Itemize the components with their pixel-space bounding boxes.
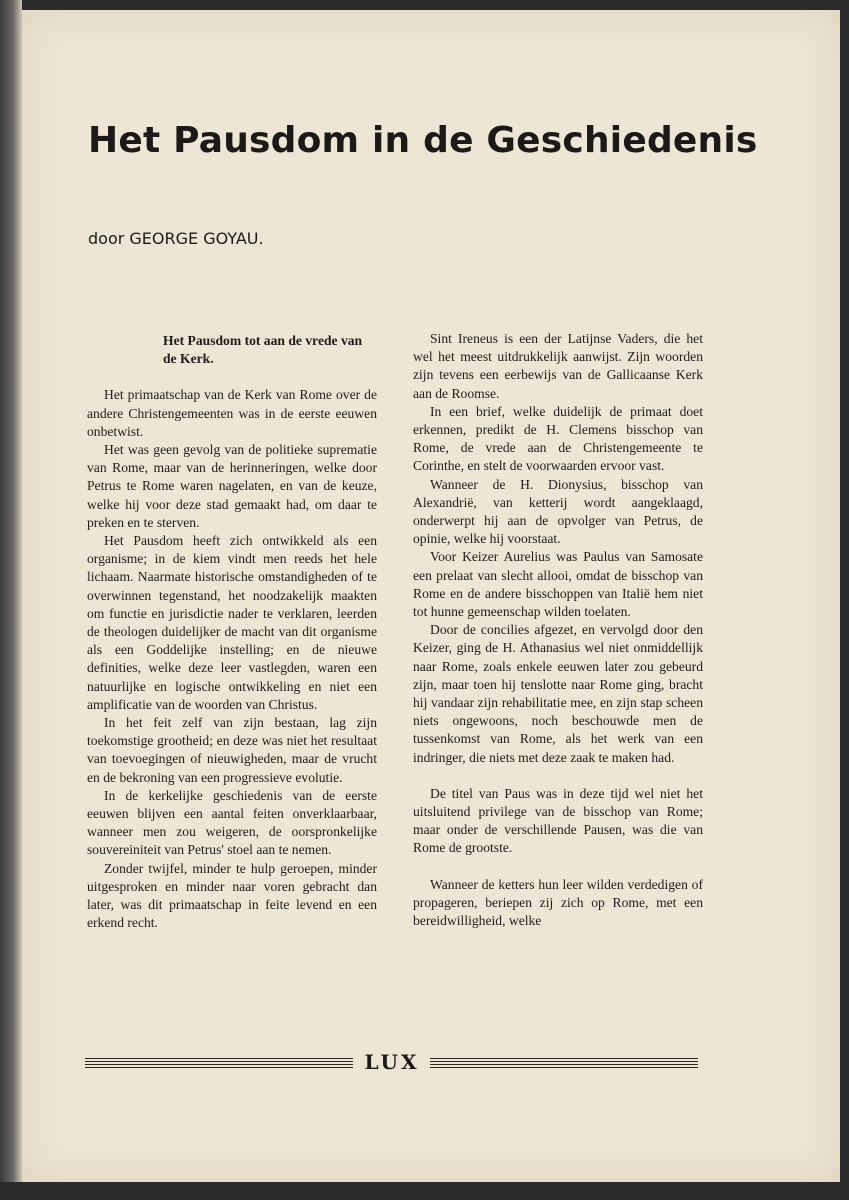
section-heading: Het Pausdom tot aan de vrede van de Kerk. xyxy=(163,333,363,367)
footer-ornament xyxy=(85,1050,698,1074)
paragraph: Het Pausdom heeft zich ontwikkeld als een organisme; in de kiem vindt men reeds het hele lichaam. Naarmate historische omstandigheden of te overwinnen tegenstand, het noodzakelijk maakten om functie en jurisdictie nader te verklaren, leerden de theologen duidelijker de macht van dit organisme als een Goddelijke instelling; en de nieuwe definities, welke deze leer vastlegden, waren een natuurlijke en logische ontwikkeling en niet een amplificatie van de woorden van Christus. xyxy=(87,533,377,712)
footer-logo: LUX xyxy=(364,1050,420,1074)
paragraph: Sint Ireneus is een der Latijnse Vaders, die het wel het meest uitdrukkelijk aanwijst. Zijn woorden zijn tevens een eerbewijs van de Gallicaanse Kerk aan de Roomse. xyxy=(413,331,703,401)
paragraph: De titel van Paus was in deze tijd wel niet het uitsluitend privilege van de bisschop van Rome; maar onder de verschillende Pausen, was die van Rome de grootste. xyxy=(413,785,703,856)
book-spine xyxy=(0,0,22,1200)
paragraph: Zonder twijfel, minder te hulp geroepen, minder uitgesproken en minder naar voren gebracht dan later, was dit primaatschap in feite levend en een erkend recht. xyxy=(87,860,377,931)
left-column xyxy=(87,330,377,933)
author-line: door GEORGE GOYAU. xyxy=(88,229,264,248)
paragraph: Wanneer de ketters hun leer wilden verdedigen of propageren, beriepen zij zich op Rome, met een bereidwilligheid, welke xyxy=(413,876,703,929)
right-column xyxy=(413,330,703,930)
paragraph: In het feit zelf van zijn bestaan, lag zijn toekomstige grootheid; en deze was niet het resultaat van toevoegingen of nieuwigheden, maar de vrucht en de bekroning van een progressieve evolutie. xyxy=(87,715,377,785)
paragraph: In een brief, welke duidelijk de primaat doet erkennen, predikt de H. Clemens bisschop van Rome, de vrede aan de Christengemeente te Corinthe, en stelt de voorwaarden ervoor vast. xyxy=(413,403,703,474)
page-title: Het Pausdom in de Geschiedenis xyxy=(88,120,758,161)
paragraph: In de kerkelijke geschiedenis van de eerste eeuwen blijven een aantal feiten onverklaarbaar, wanneer men zou weigeren, de oorspronkelijke souvereiniteit van Petrus' stoel aan te nemen. xyxy=(87,787,377,858)
paragraph: Het primaatschap van de Kerk van Rome over de andere Christengemeenten was in de eerste eeuwen onbetwist. xyxy=(87,387,377,439)
paragraph: Door de concilies afgezet, en vervolgd door den Keizer, ging de H. Athanasius wel niet onmiddellijk naar Rome, zoals enkele eeuwen later zou gebeurd zijn, maar toen hij tenslotte naar Rome ging, bracht hij vandaar zijn rehabilitatie mee, en zijn stap scheen niets ongewoons, noch beschouwde men de tussenkomst van Rome, als het werk van een indringer, die niets met deze zaak te maken had. xyxy=(413,622,703,765)
paragraph: Het was geen gevolg van de politieke suprematie van Rome, maar van de herinneringen, welke door Petrus te Rome waren nagelaten, en van de keuze, welke hij voor deze stad gemaakt had, om daar te preken en te sterven. xyxy=(87,442,377,530)
footer-rule-left xyxy=(85,1058,353,1068)
scan-bottom-edge xyxy=(0,1182,849,1200)
paragraph: Voor Keizer Aurelius was Paulus van Samosate een prelaat van slecht allooi, omdat de bisschop van Rome en de andere bisschoppen van Italië hem niet tot hunne gemeenschap wilden toelaten. xyxy=(413,549,703,620)
footer-rule-right xyxy=(430,1058,698,1068)
paragraph: Wanneer de H. Dionysius, bisschop van Alexandrië, van ketterij wordt aangeklaagd, onderwerpt hij aan de opvolger van Petrus, de opinie, welke hij voorstaat. xyxy=(413,476,703,547)
